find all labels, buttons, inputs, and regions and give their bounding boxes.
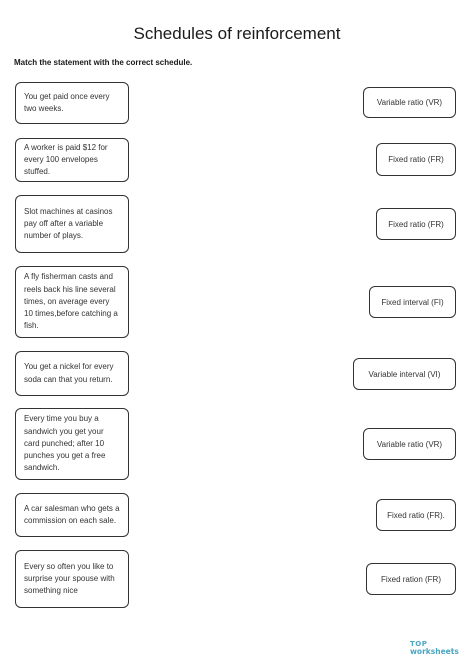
schedule-box: [366, 563, 456, 595]
statement-box: [15, 351, 129, 396]
statement-text: Slot machines at casinos pay off after a variable number of plays.: [24, 206, 113, 241]
statement-text: A car salesman who gets a commission on each sale.: [24, 503, 120, 525]
statement-box: [15, 82, 129, 124]
schedule-label: Variable interval (VI): [368, 369, 441, 379]
schedule-box: [376, 208, 456, 240]
schedule-box: [369, 286, 456, 318]
statement-box: [15, 550, 129, 608]
schedule-label: Fixed ratio (FR).: [387, 510, 445, 520]
schedule-label: Variable ratio (VR): [376, 98, 443, 107]
statement-text: Every time you buy a sandwich you get your card punched; after 10 punches you get a free sandwich.: [24, 414, 106, 473]
statement-text: You get a nickel for every soda can that you return.: [24, 362, 114, 384]
schedule-label: Fixed ratio (FR): [388, 219, 444, 229]
schedule-label: Fixed ration (FR): [380, 574, 441, 584]
statement-text: A worker is paid $12 for every 100 envelopes stuffed.: [24, 142, 108, 177]
top-worksheets-logo: [410, 640, 470, 656]
statement-text: A fly fisherman casts and reels back his line several times, on average every 10 times,before catching a fish.: [24, 272, 118, 331]
statement-box: [15, 195, 129, 253]
statement-box: [15, 138, 129, 182]
logo-line-2: worksheets: [410, 647, 459, 656]
schedule-box: [376, 499, 456, 531]
statement-text: You get paid once every two weeks.: [24, 91, 110, 113]
statement-box: [15, 408, 129, 480]
schedule-label: Fixed interval (FI): [381, 297, 444, 307]
statement-text: Every so often you like to surprise your spouse with something nice: [24, 561, 115, 596]
worksheet-title: Schedules of reinforcement: [133, 24, 341, 43]
schedule-box: [363, 87, 456, 118]
schedule-label: Variable ratio (VR): [376, 439, 443, 449]
statement-box: [15, 266, 129, 338]
statement-box: [15, 493, 129, 537]
schedule-box: [353, 358, 456, 390]
instruction-text: Match the statement with the correct schedule.: [14, 58, 193, 67]
schedule-box: [363, 428, 456, 460]
schedule-label: Fixed ratio (FR): [388, 155, 444, 164]
schedule-box: [376, 143, 456, 176]
logo-line-1: TOP: [410, 640, 428, 648]
